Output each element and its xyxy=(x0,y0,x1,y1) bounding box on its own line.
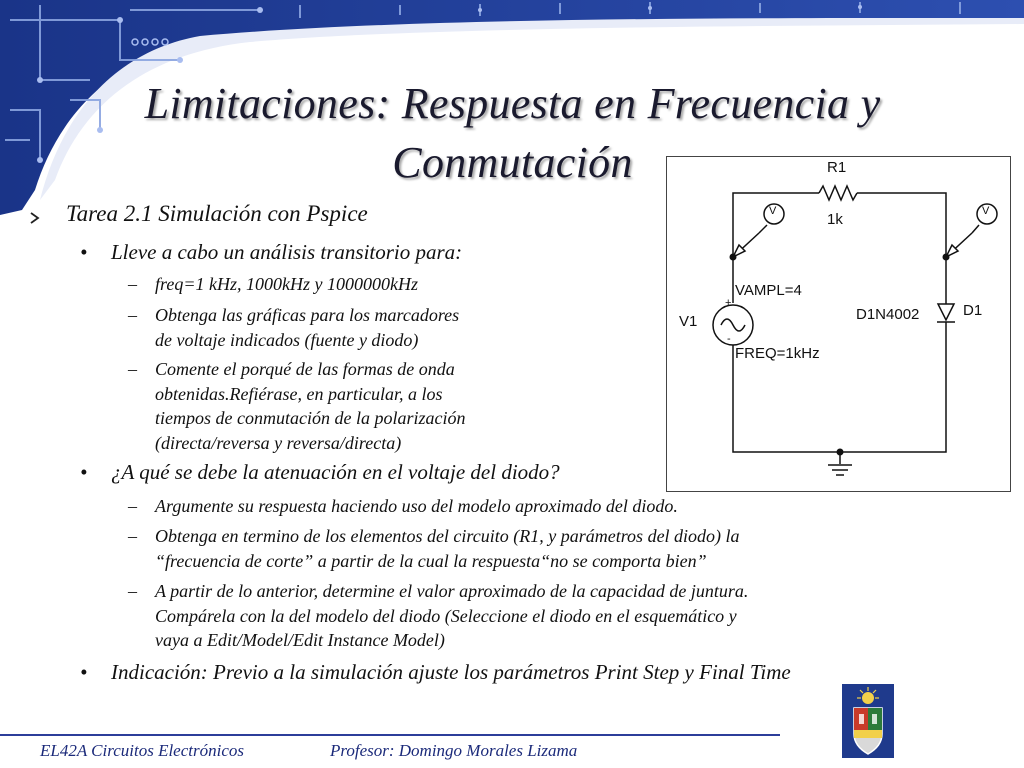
dash-icon: – xyxy=(128,581,137,601)
dash-icon: – xyxy=(128,274,137,294)
source-minus-sign: - xyxy=(727,333,731,345)
sub-item-line: obtenidas.Refiérase, en particular, a los xyxy=(155,383,443,404)
task-heading: Tarea 2.1 Simulación con Pspice xyxy=(66,201,368,226)
slide-title-line-2: Conmutación xyxy=(392,138,633,187)
resistor-value: 1k xyxy=(827,211,843,228)
source-plus-sign: + xyxy=(725,297,732,309)
source-name: V1 xyxy=(679,313,698,330)
sub-item-line: (directa/reversa y reversa/directa) xyxy=(155,432,402,453)
sub-item-line: A partir de lo anterior, determine el valor aproximado de la capacidad de juntura. xyxy=(155,581,749,601)
voltage-marker-left-label: V xyxy=(769,205,777,217)
arrow-bullet-icon xyxy=(30,212,40,224)
bullet-text: Lleve a cabo un análisis transitorio para: xyxy=(111,240,463,264)
sub-item-line: tiempos de conmutación de la polarización xyxy=(155,408,466,428)
sub-item-line: “frecuencia de corte” a partir de la cual la respuesta“no se comporta bien” xyxy=(155,550,707,571)
sub-item-line: Obtenga en termino de los elementos del circuito (R1, y parámetros del diodo) la xyxy=(155,526,740,546)
diode-model: D1N4002 xyxy=(856,306,920,323)
footer-professor: Profesor: Domingo Morales Lizama xyxy=(330,741,578,760)
sub-item-line: freq=1 kHz, 1000kHz y 1000000kHz xyxy=(155,274,418,294)
schematic-drawing xyxy=(667,157,1012,493)
sub-item-line: vaya a Edit/Model/Edit Instance Model) xyxy=(155,630,445,650)
bullet-dot-icon: • xyxy=(80,240,88,264)
dash-icon: – xyxy=(128,526,137,546)
resistor-name: R1 xyxy=(827,159,847,176)
bullet-dot-icon: • xyxy=(80,660,88,684)
dash-icon: – xyxy=(128,305,137,325)
footer-divider xyxy=(0,734,780,736)
source-amplitude: VAMPL=4 xyxy=(735,282,802,299)
sub-item-line: Comente el porqué de las formas de onda xyxy=(155,359,455,379)
dash-icon: – xyxy=(128,359,137,379)
dash-icon: – xyxy=(128,496,137,516)
slide-title-line-1: Limitaciones: Respuesta en Frecuencia y xyxy=(144,79,881,128)
sub-item-line: Obtenga las gráficas para los marcadores xyxy=(155,305,460,325)
sub-item-line: Argumente su respuesta haciendo uso del modelo aproximado del diodo. xyxy=(155,496,678,516)
bullet-text: Indicación: Previo a la simulación ajuste los parámetros Print Step y Final Time xyxy=(111,660,791,684)
diode-name: D1 xyxy=(963,302,983,319)
circuit-schematic xyxy=(666,156,1011,492)
footer-course: EL42A Circuitos Electrónicos xyxy=(40,741,244,760)
source-frequency: FREQ=1kHz xyxy=(735,345,820,362)
sub-item-line: Compárela con la del modelo del diodo (Seleccione el diodo en el esquemático y xyxy=(155,605,737,626)
sub-item-line: de voltaje indicados (fuente y diodo) xyxy=(155,329,419,350)
voltage-marker-right-label: V xyxy=(982,205,990,217)
university-crest-icon xyxy=(842,684,894,758)
bullet-dot-icon: • xyxy=(80,460,88,484)
bullet-text: ¿A qué se debe la atenuación en el voltaje del diodo? xyxy=(111,460,560,484)
